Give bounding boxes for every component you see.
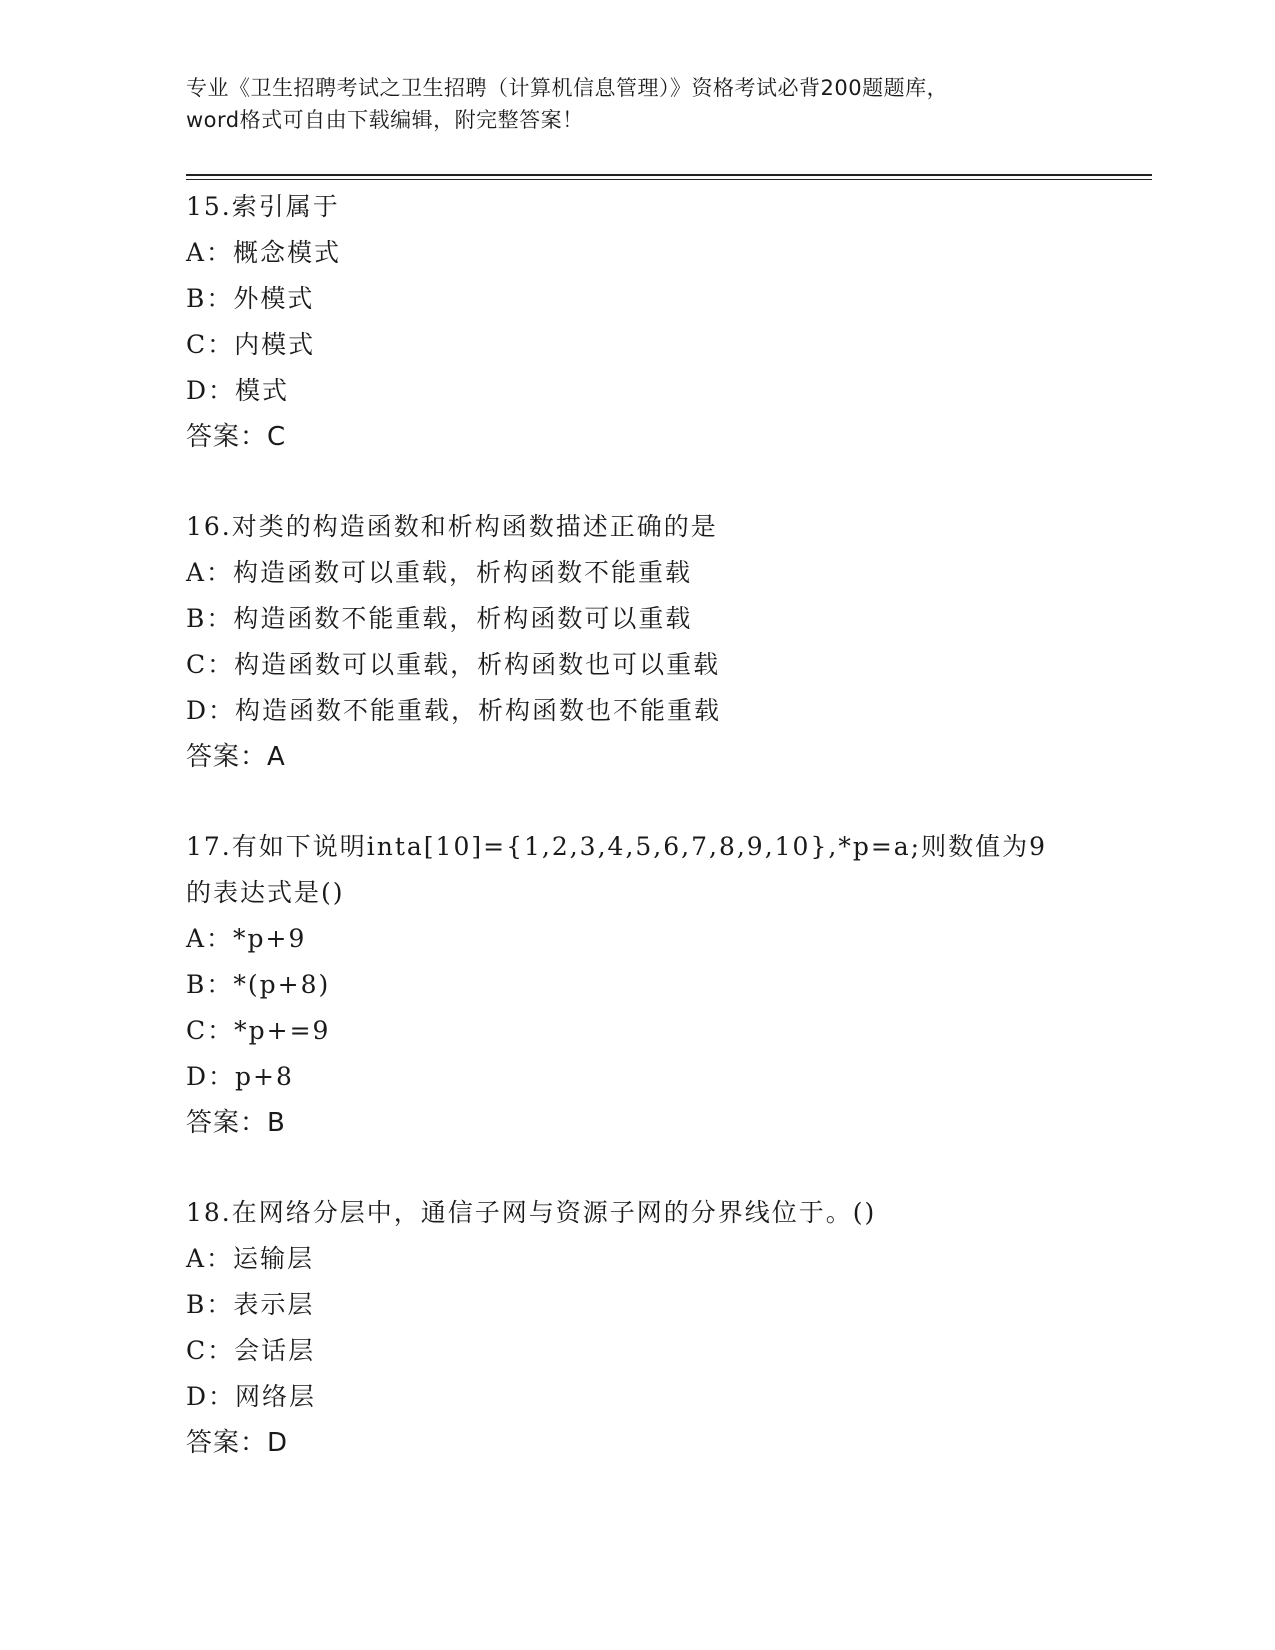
answer-line: 答案：C xyxy=(186,422,287,452)
option-a: A：*p+9 xyxy=(186,924,307,953)
option-c: C：内模式 xyxy=(186,330,316,359)
question-title: 15.索引属于 xyxy=(186,192,340,221)
answer-line: 答案：A xyxy=(186,742,286,772)
question-15 xyxy=(186,184,1152,460)
option-b: B：构造函数不能重载，析构函数可以重载 xyxy=(186,604,693,633)
question-title: 16.对类的构造函数和析构函数描述正确的是 xyxy=(186,512,718,541)
document-header xyxy=(186,72,1152,136)
option-b: B：*(p+8) xyxy=(186,970,331,999)
question-title: 17.有如下说明inta[10]={1,2,3,4,5,6,7,8,9,10},*p=a;则数值为9 xyxy=(186,832,1047,861)
option-d: D：网络层 xyxy=(186,1382,317,1411)
option-d: D：模式 xyxy=(186,376,290,405)
option-b: B：外模式 xyxy=(186,284,315,313)
option-c: C：*p+=9 xyxy=(186,1016,331,1045)
question-title: 18.在网络分层中，通信子网与资源子网的分界线位于。() xyxy=(186,1198,877,1227)
option-b: B：表示层 xyxy=(186,1290,315,1319)
option-c: C：会话层 xyxy=(186,1336,316,1365)
answer-line: 答案：B xyxy=(186,1108,286,1138)
option-a: A：概念模式 xyxy=(186,238,342,267)
option-d: D：p+8 xyxy=(186,1062,294,1091)
option-a: A：运输层 xyxy=(186,1244,315,1273)
question-list xyxy=(186,184,1152,1466)
question-16 xyxy=(186,504,1152,780)
option-a: A：构造函数可以重载，析构函数不能重载 xyxy=(186,558,693,587)
option-c: C：构造函数可以重载，析构函数也可以重载 xyxy=(186,650,721,679)
question-17 xyxy=(186,824,1152,1146)
document-page xyxy=(186,72,1152,1510)
question-title-continued: 的表达式是() xyxy=(186,878,345,907)
answer-line: 答案：D xyxy=(186,1428,289,1458)
option-d: D：构造函数不能重载，析构函数也不能重载 xyxy=(186,696,722,725)
header-divider xyxy=(186,174,1152,176)
header-line-1: 专业《卫生招聘考试之卫生招聘（计算机信息管理）》资格考试必背200题题库， xyxy=(186,76,949,100)
question-18 xyxy=(186,1190,1152,1466)
header-line-2: word格式可自由下载编辑，附完整答案！ xyxy=(186,108,584,132)
